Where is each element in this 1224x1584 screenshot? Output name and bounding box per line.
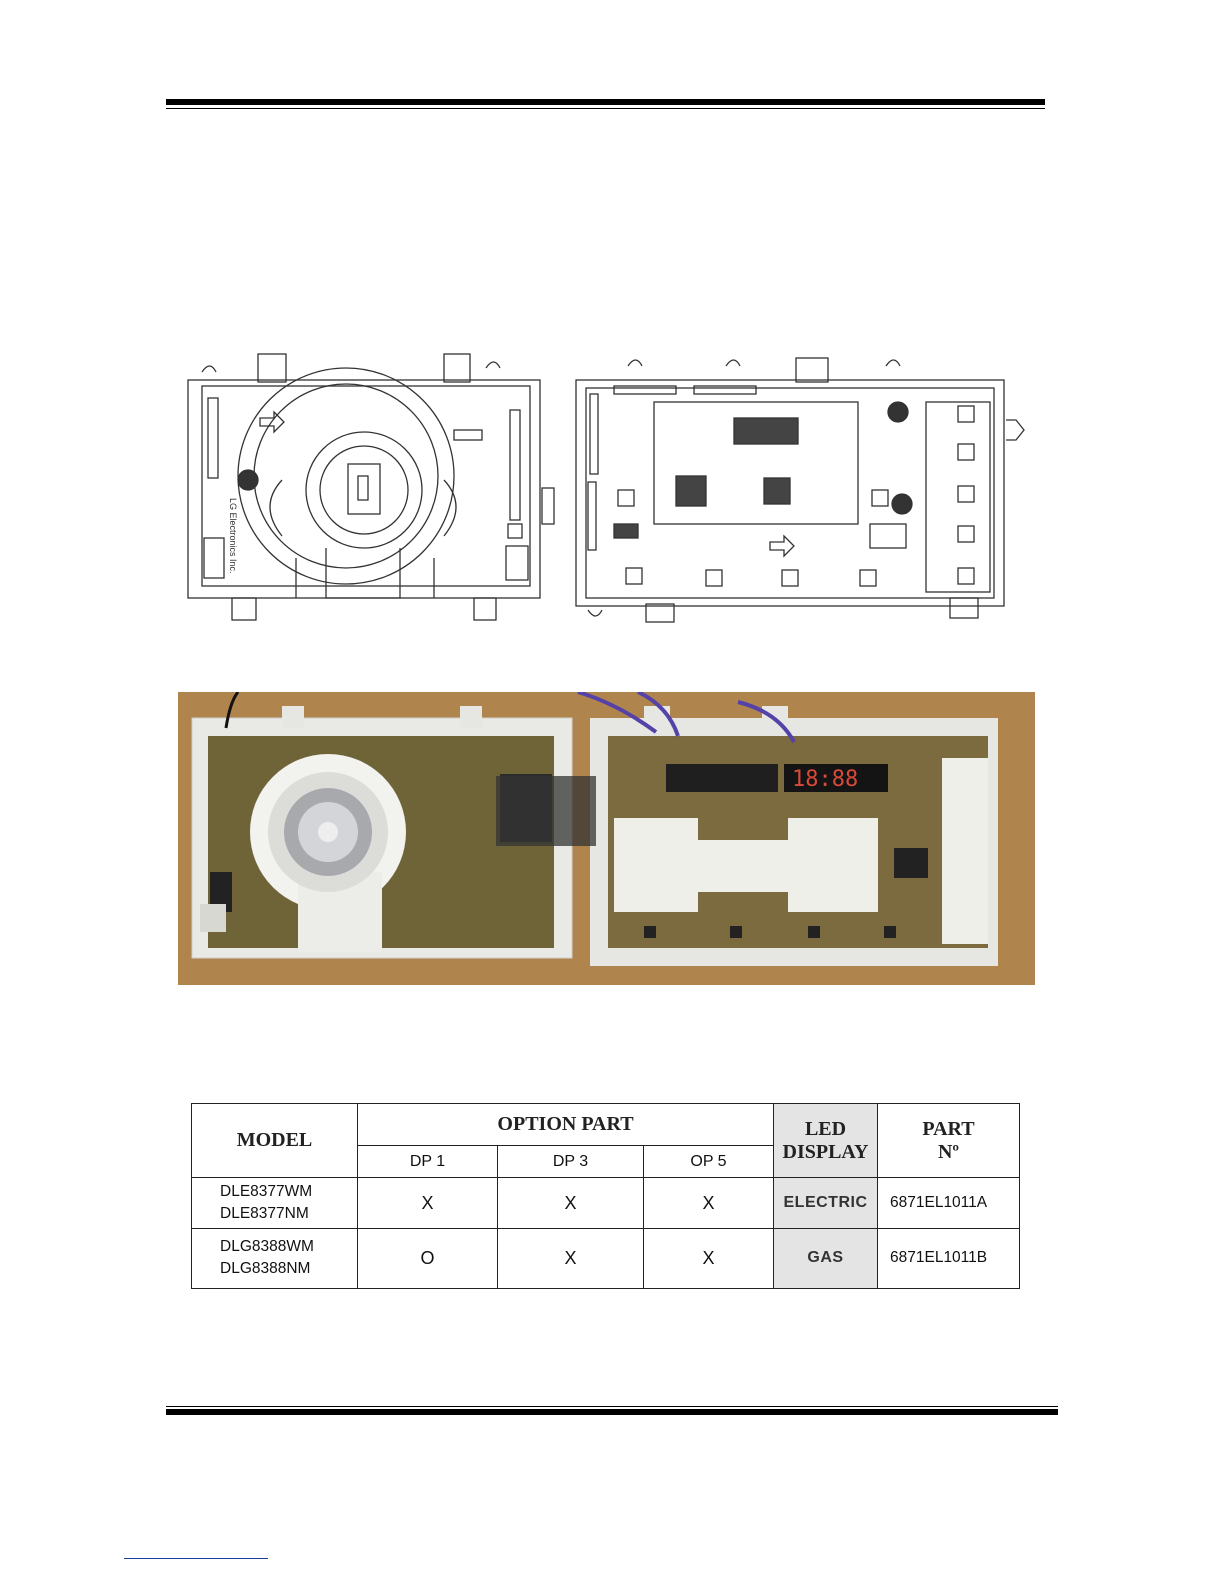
board-maker-label: LG Electronics Inc. — [228, 498, 238, 574]
dp1-cell: X — [358, 1178, 498, 1228]
led-display-cell: ELECTRIC — [774, 1178, 878, 1228]
table-row — [192, 1228, 1020, 1288]
header-option-part: OPTION PART — [358, 1104, 774, 1146]
model-line: DLG8388NM — [220, 1260, 311, 1278]
part-number-cell: 6871EL1011B — [878, 1228, 1020, 1288]
header-op5: OP 5 — [644, 1146, 774, 1178]
header-part-line1: PART — [922, 1117, 975, 1140]
header-part-line2: Nº — [937, 1140, 960, 1163]
pcb-drawing — [186, 348, 1032, 630]
led-display-cell: GAS — [774, 1228, 878, 1288]
table-row — [192, 1178, 1020, 1228]
dp3-cell: X — [498, 1228, 644, 1288]
header-dp1: DP 1 — [358, 1146, 498, 1178]
header-part-no — [878, 1104, 1020, 1178]
model-cell — [192, 1228, 358, 1288]
header-model: MODEL — [192, 1104, 358, 1178]
footnote-separator — [124, 1558, 268, 1559]
op5-cell: X — [644, 1228, 774, 1288]
op5-cell: X — [644, 1178, 774, 1228]
model-line: DLE8377WM — [220, 1183, 313, 1201]
part-number-cell: 6871EL1011A — [878, 1178, 1020, 1228]
control-panel-photo — [178, 692, 1035, 985]
header-led-line2: DISPLAY — [782, 1140, 869, 1163]
header-dp3: DP 3 — [498, 1146, 644, 1178]
header-led-line1: LED — [804, 1117, 847, 1140]
model-cell — [192, 1178, 358, 1228]
display-digits: 18:88 — [792, 767, 859, 792]
header-led-display — [774, 1104, 878, 1178]
dp1-cell: O — [358, 1228, 498, 1288]
top-rule — [166, 99, 1045, 105]
model-options-table — [191, 1103, 1020, 1289]
bottom-rule — [166, 1406, 1058, 1407]
dp3-cell: X — [498, 1178, 644, 1228]
model-line: DLE8377NM — [220, 1205, 309, 1223]
model-line: DLG8388WM — [220, 1238, 314, 1256]
